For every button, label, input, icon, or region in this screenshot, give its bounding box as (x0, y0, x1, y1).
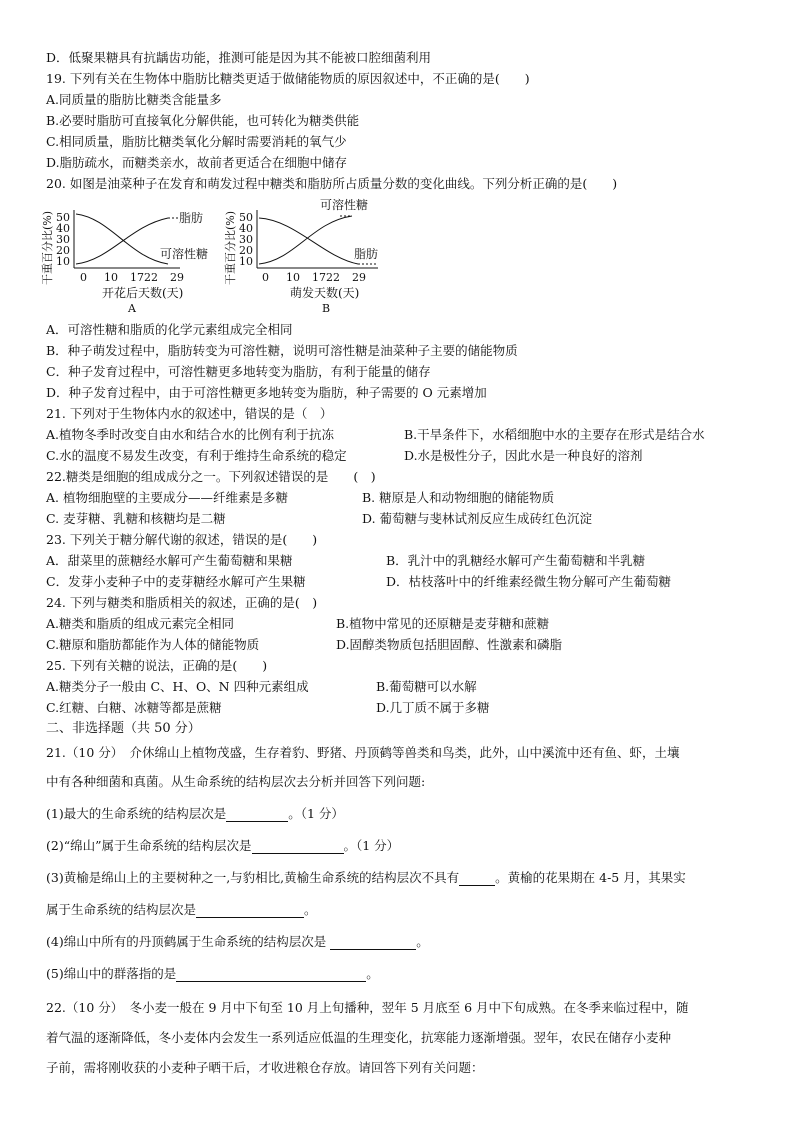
q21-option-a: A.植物冬季时改变自由水和结合水的比例有利于抗冻 (46, 427, 335, 442)
q19-option-c: C.相同质量，脂肪比糖类氧化分解时需要消耗的氧气少 (46, 134, 347, 149)
panel-b-xlabel: 萌发天数(天) (290, 286, 360, 300)
answer-blank[interactable] (196, 904, 304, 918)
panel-b-sugar-label: 可溶性糖 (320, 198, 369, 212)
q20-figure (40, 196, 400, 316)
q20-option-b: B．种子萌发过程中，脂肪转变为可溶性糖，说明可溶性糖是油菜种子主要的储能物质 (46, 343, 518, 358)
ytick: 30 (239, 233, 253, 246)
ytick: 50 (239, 211, 253, 224)
q24-option-c: C.糖原和脂肪都能作为人体的储能物质 (46, 637, 260, 652)
xtick: 0 (262, 271, 269, 284)
q19-option-a: A.同质量的脂肪比糖类含能量多 (46, 92, 222, 107)
q19-option-b: B.必要时脂肪可直接氧化分解供能，也可转化为糖类供能 (46, 113, 360, 128)
panel-a-ylabel: 干重百分比(%) (41, 210, 54, 286)
q23-option-a: A．甜菜里的蔗糖经水解可产生葡萄糖和果糖 (46, 553, 293, 568)
q20-stem: 20. 如图是油菜种子在发育和萌发过程中糖类和脂肪所占质量分数的变化曲线。下列分析正确的是( ) (46, 176, 618, 191)
p21-sub5: (5)绵山中的群落指的是 。 (46, 966, 379, 981)
q25-option-c: C.红糖、白糖、冰糖等都是蔗糖 (46, 700, 222, 715)
answer-blank[interactable] (459, 872, 495, 886)
q23-option-b: B．乳汁中的乳糖经水解可产生葡萄糖和半乳糖 (386, 553, 646, 568)
xtick: 29 (352, 271, 366, 284)
q22-option-b: B. 糖原是人和动物细胞的储能物质 (362, 490, 555, 505)
q25-option-a: A.糖类分子一般由 C、H、O、N 四种元素组成 (46, 679, 309, 694)
xtick: 1722 (312, 271, 340, 284)
p21-sub4: (4)绵山中所有的丹顶鹤属于生命系统的结构层次是 。 (46, 934, 429, 949)
q19-stem: 19. 下列有关在生物体中脂肪比糖类更适于做储能物质的原因叙述中，不正确的是( ) (46, 71, 530, 86)
q22-option-d: D. 葡萄糖与斐林试剂反应生成砖红色沉淀 (362, 511, 593, 526)
p22-text-line2: 着气温的逐渐降低，冬小麦体内会发生一系列适应低温的生理变化，抗寒能力逐渐增强。翌年，农民在储存小麦种 (46, 1030, 672, 1045)
answer-blank[interactable] (252, 840, 344, 854)
q19-option-d: D.脂肪疏水，而糖类亲水，故前者更适合在细胞中储存 (46, 155, 348, 170)
panel-a (40, 210, 208, 315)
q21-option-c: C.水的温度不易发生改变，有利于维持生命系统的稳定 (46, 448, 347, 463)
q24-option-d: D.固醇类物质包括胆固醇、性激素和磷脂 (336, 637, 563, 652)
panel-a-tag: A (128, 302, 136, 315)
q20-option-d: D．种子发育过程中，由于可溶性糖更多地转变为脂肪，种子需要的 O 元素增加 (46, 385, 487, 400)
panel-b-ylabel: 干重百分比(%) (224, 210, 237, 286)
answer-blank[interactable] (330, 936, 416, 950)
panel-b-fat-label: 脂肪 (354, 247, 379, 261)
section-2-heading: 二、非选择题（共 50 分） (46, 721, 201, 736)
ytick: 40 (56, 222, 70, 235)
p21-sub3-cont: 属于生命系统的结构层次是 。 (46, 902, 317, 917)
p21-sub3: (3)黄榆是绵山上的主要树种之一,与豹相比,黄榆生命系统的结构层次不具有 。黄榆的花果期在 4-5 月，其果实 (46, 870, 686, 885)
q24-option-a: A.糖类和脂质的组成元素完全相同 (46, 616, 235, 631)
panel-a-xlabel: 开花后天数(天) (102, 286, 184, 300)
ytick: 20 (239, 244, 253, 257)
xtick: 1722 (130, 271, 158, 284)
answer-blank[interactable] (226, 808, 288, 822)
q22-option-a: A. 植物细胞壁的主要成分——纤维素是多糖 (46, 490, 288, 505)
ytick: 50 (56, 211, 70, 224)
p22-text-line1: 22.（10 分） 冬小麦一般在 9 月中下旬至 10 月上旬播种，翌年 5 月底至 6 月中下旬成熟。在冬季来临过程中，随 (46, 1000, 689, 1015)
panel-b (223, 197, 378, 315)
ytick: 10 (239, 255, 253, 268)
p21-sub1: (1)最大的生命系统的结构层次是 。（1 分） (46, 806, 344, 821)
q23-stem: 23. 下列关于糖分解代谢的叙述，错误的是( ) (46, 532, 318, 547)
xtick: 10 (286, 271, 300, 284)
ytick: 30 (56, 233, 70, 246)
xtick: 10 (104, 271, 118, 284)
q18-option-d: D．低聚果糖具有抗龋齿功能，推测可能是因为其不能被口腔细菌利用 (46, 50, 432, 65)
q25-option-d: D.几丁质不属于多糖 (376, 700, 490, 715)
p22-text-line3: 子前，需将刚收获的小麦种子晒干后，才收进粮仓存放。请回答下列有关问题： (46, 1060, 484, 1075)
panel-a-fat-label: 脂肪 (179, 211, 204, 225)
q22-stem: 22.糖类是细胞的组成成分之一。下列叙述错误的是 ( ) (46, 469, 376, 484)
q25-stem: 25. 下列有关糖的说法，正确的是( ) (46, 658, 268, 673)
q24-stem: 24. 下列与糖类和脂质相关的叙述，正确的是( ) (46, 595, 318, 610)
panel-a-fat-curve (76, 218, 168, 264)
q24-option-b: B.植物中常见的还原糖是麦芽糖和蔗糖 (336, 616, 550, 631)
panel-a-sugar-label: 可溶性糖 (160, 247, 209, 261)
ytick: 40 (239, 222, 253, 235)
q20-option-a: A．可溶性糖和脂质的化学元素组成完全相同 (46, 322, 293, 337)
p21-sub2: (2)“绵山”属于生命系统的结构层次是 。（1 分） (46, 838, 400, 853)
p21-text-line2: 中有各种细菌和真菌。从生命系统的结构层次去分析并回答下列问题: (46, 774, 426, 789)
q25-option-b: B.葡萄糖可以水解 (376, 679, 477, 694)
q23-option-d: D．枯枝落叶中的纤维素经微生物分解可产生葡萄糖 (386, 574, 672, 589)
panel-b-tag: B (322, 302, 331, 315)
q21-stem: 21. 下列对于生物体内水的叙述中，错误的是（ ） (46, 406, 333, 421)
q22-option-c: C. 麦芽糖、乳糖和核糖均是二糖 (46, 511, 226, 526)
xtick: 29 (170, 271, 184, 284)
q23-option-c: C．发芽小麦种子中的麦芽糖经水解可产生果糖 (46, 574, 306, 589)
ytick: 10 (56, 255, 70, 268)
panel-b-fat-curve (259, 218, 358, 264)
q21-option-d: D.水是极性分子，因此水是一种良好的溶剂 (404, 448, 643, 463)
p21-text-line1: 21.（10 分） 介休绵山上植物茂盛，生存着豹、野猪、丹顶鹤等兽类和鸟类，此外，山中溪流中还有鱼、虾，土壤 (46, 745, 680, 760)
q20-option-c: C．种子发育过程中，可溶性糖更多地转变为脂肪，有利于能量的储存 (46, 364, 431, 379)
q21-option-b: B.干旱条件下，水稻细胞中水的主要存在形式是结合水 (404, 427, 705, 442)
ytick: 20 (56, 244, 70, 257)
panel-a-sugar-curve (76, 214, 168, 264)
answer-blank[interactable] (176, 968, 366, 982)
xtick: 0 (80, 271, 87, 284)
